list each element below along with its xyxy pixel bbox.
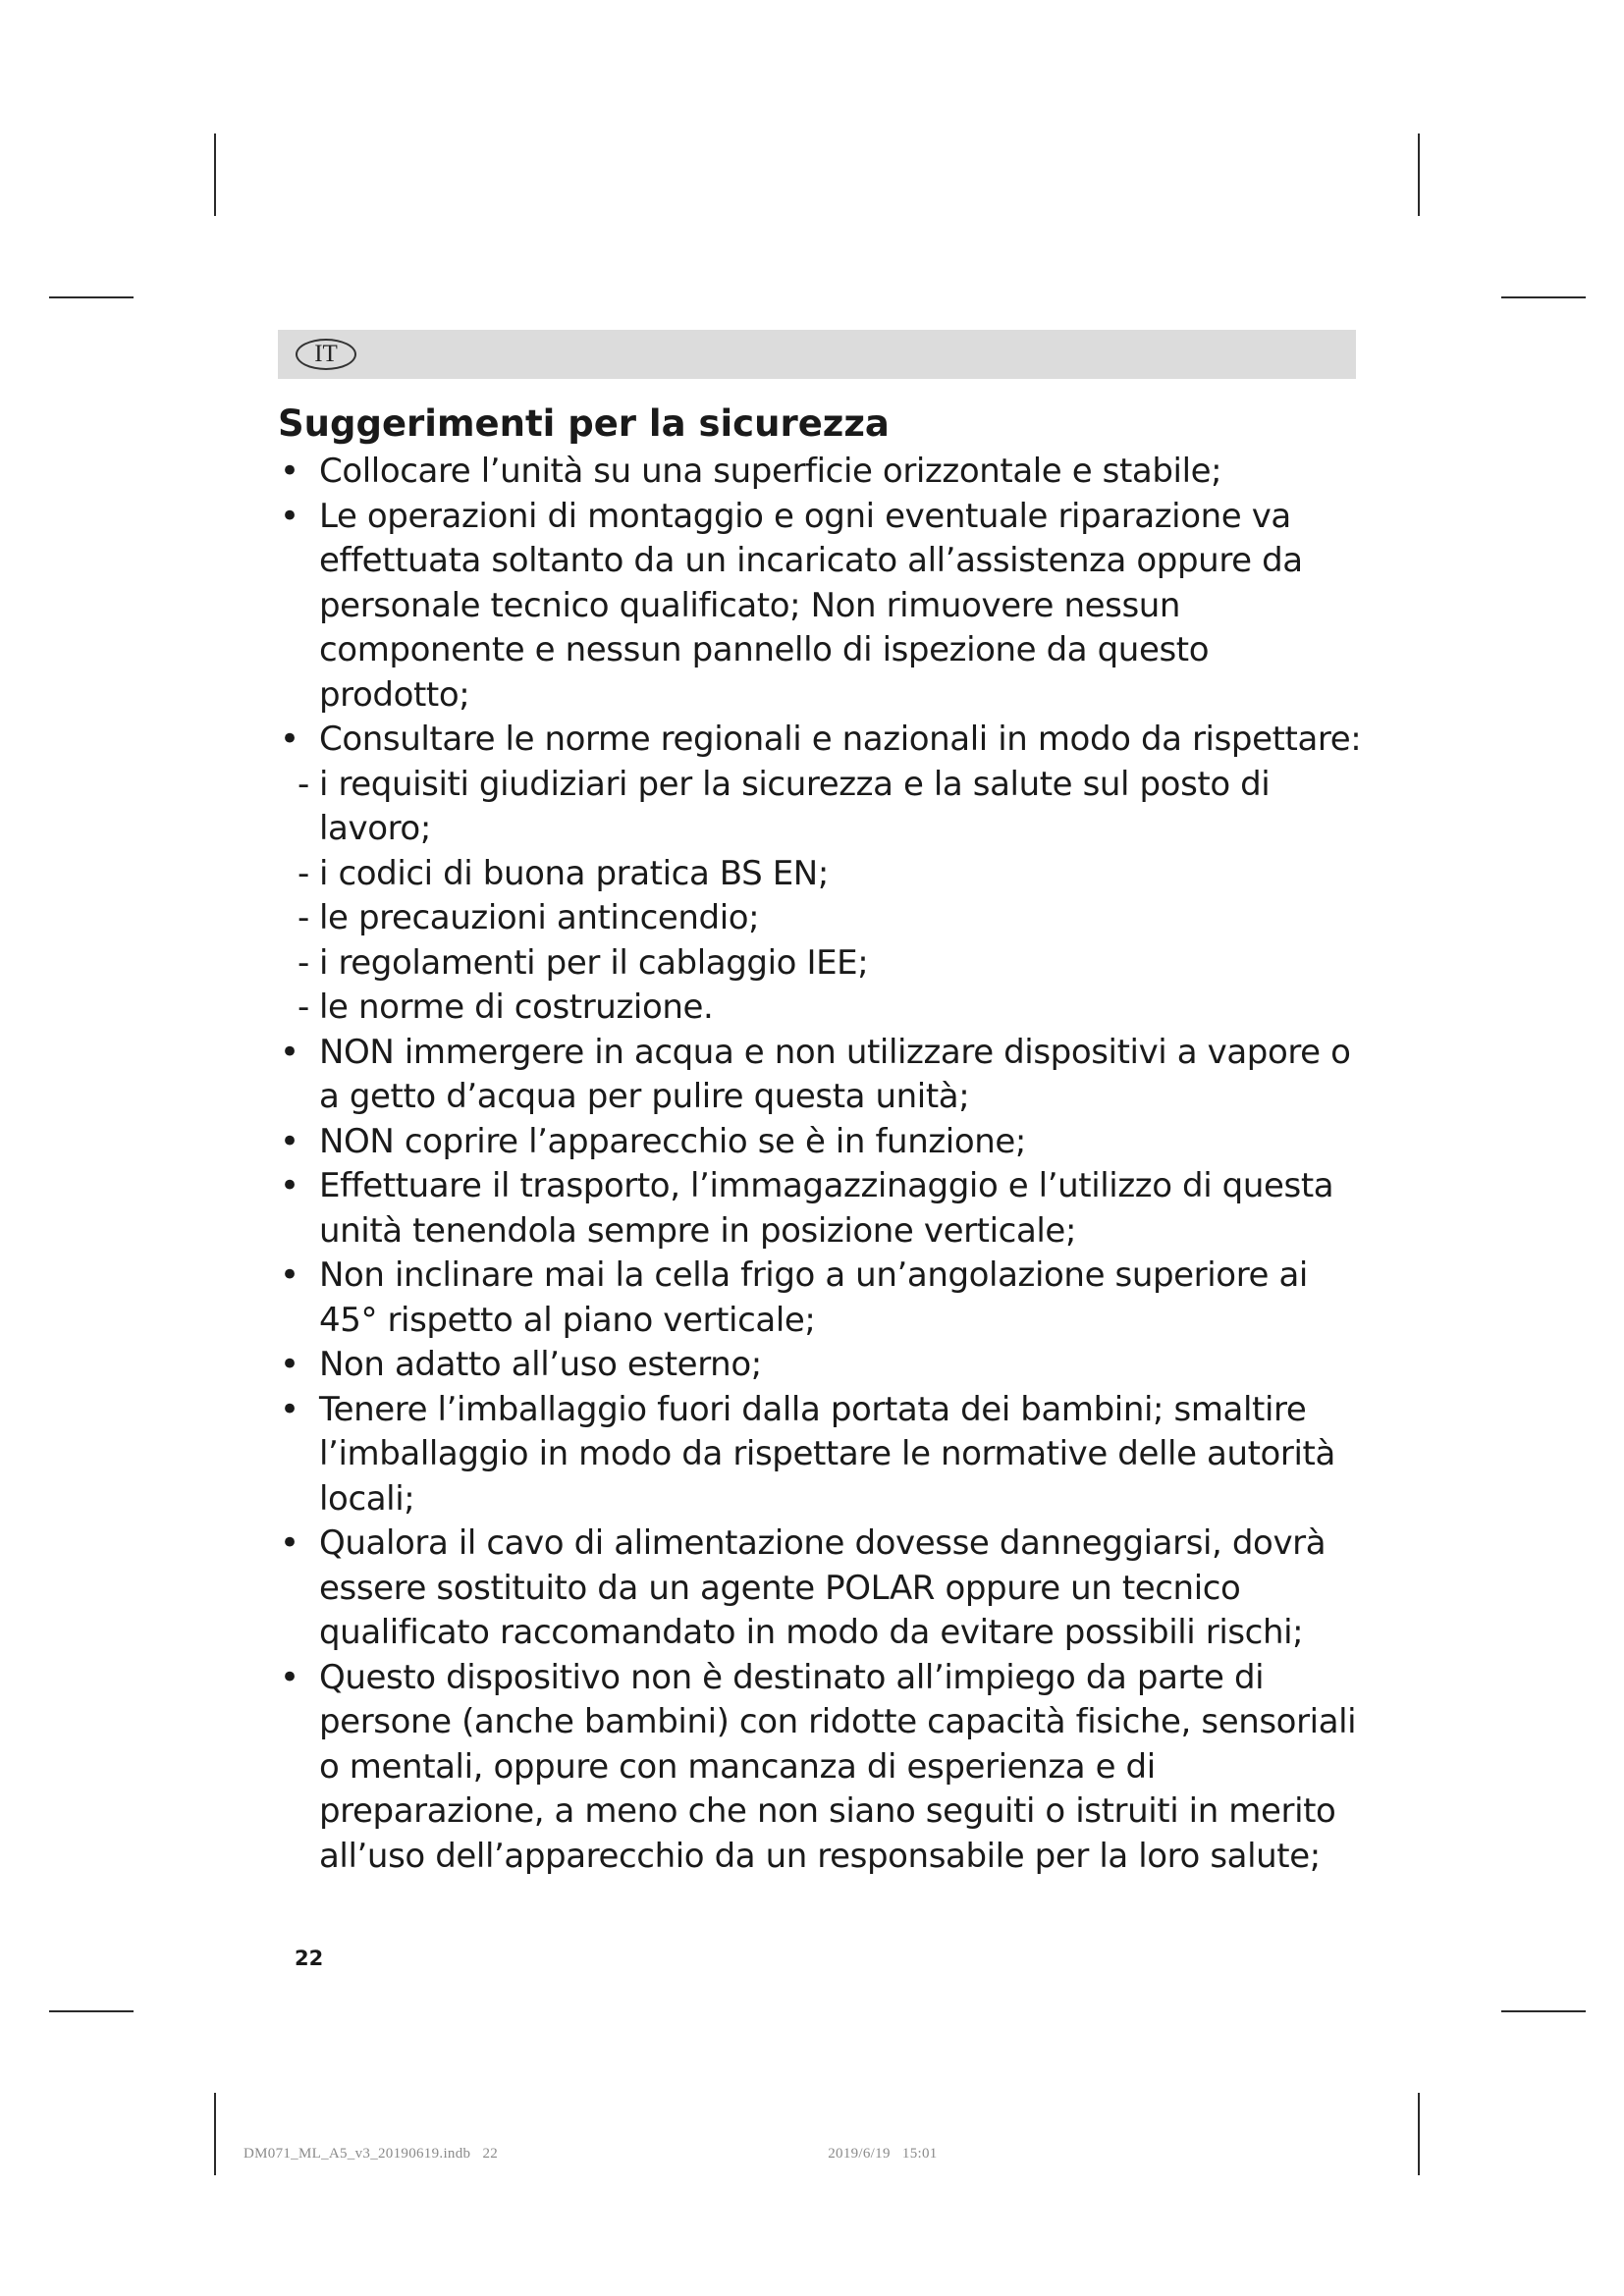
- bullet-icon: •: [280, 1032, 299, 1072]
- list-item: [278, 1343, 1368, 1388]
- dash-icon: -: [298, 853, 309, 893]
- list-item-text: Qualora il cavo di alimentazione dovesse danneggiarsi, dovrà essere sostituito da un agente POLAR oppure un tecnico qualificato raccomandato in modo da evitare possibili rischi;: [319, 1523, 1326, 1652]
- list-item-text: Effettuare il trasporto, l’immagazzinaggio e l’utilizzo di questa unità tenendola sempre in posizione verticale;: [319, 1166, 1334, 1251]
- bullet-icon: •: [280, 1389, 299, 1429]
- crop-mark-left-lower: [49, 2010, 134, 2012]
- list-item: [278, 1254, 1368, 1343]
- sub-list-item-text: le norme di costruzione.: [319, 988, 714, 1027]
- section-title: Suggerimenti per la sicurezza: [278, 402, 890, 445]
- crop-mark-top-right: [1418, 133, 1420, 216]
- dash-icon: -: [298, 988, 309, 1027]
- list-item: [278, 1120, 1368, 1165]
- list-item-text: NON coprire l’apparecchio se è in funzione;: [319, 1121, 1026, 1161]
- sub-list-item: [278, 941, 1368, 987]
- dash-icon: -: [298, 898, 309, 937]
- list-item: [278, 1522, 1368, 1656]
- list-item-text: Non adatto all’uso esterno;: [319, 1345, 762, 1384]
- list-item-text: Collocare l’unità su una superficie orizzontale e stabile;: [319, 452, 1222, 491]
- list-item: [278, 1656, 1368, 1880]
- sub-list-item-text: i codici di buona pratica BS EN;: [319, 853, 829, 893]
- bullet-icon: •: [280, 1255, 299, 1295]
- dash-icon: -: [298, 764, 309, 804]
- sub-list-item: [278, 763, 1368, 852]
- bullet-icon: •: [280, 1657, 299, 1697]
- sub-list-item-text: i requisiti giudiziari per la sicurezza e la salute sul posto di lavoro;: [319, 764, 1271, 848]
- list-item-text: NON immergere in acqua e non utilizzare dispositivi a vapore o a getto d’acqua per pulire questa unità;: [319, 1032, 1351, 1116]
- crop-mark-bottom-left: [214, 2093, 216, 2175]
- crop-mark-right-lower: [1501, 2010, 1586, 2012]
- sub-list-item: [278, 896, 1368, 941]
- list-item-text: Non inclinare mai la cella frigo a un’angolazione superiore ai 45° rispetto al piano verticale;: [319, 1255, 1308, 1340]
- list-item: [278, 450, 1368, 495]
- list-item: [278, 495, 1368, 719]
- language-header-bar: [278, 330, 1356, 379]
- page-number: 22: [295, 1947, 324, 1970]
- crop-mark-left-upper: [49, 296, 134, 298]
- list-item-text: Tenere l’imballaggio fuori dalla portata dei bambini; smaltire l’imballaggio in modo da rispettare le normative delle autorità locali;: [319, 1389, 1335, 1519]
- dash-icon: -: [298, 942, 309, 983]
- sub-list-item: [278, 852, 1368, 897]
- bullet-icon: •: [280, 720, 299, 759]
- bullet-icon: •: [280, 496, 299, 536]
- bullet-icon: •: [280, 1166, 299, 1205]
- list-item: [278, 1164, 1368, 1254]
- sub-list-item: [278, 986, 1368, 1031]
- sub-list-item-text: i regolamenti per il cablaggio IEE;: [319, 942, 869, 983]
- list-item-text: Questo dispositivo non è destinato all’impiego da parte di persone (anche bambini) con ridotte capacità fisiche, sensoriali o mentali, oppure con mancanza di esperienza e di preparazione, a meno che non siano seguiti o istruiti in merito all’uso dell’apparecchio da un responsabile per la loro salute;: [319, 1657, 1357, 1876]
- crop-mark-bottom-right: [1418, 2093, 1420, 2175]
- bullet-icon: •: [280, 452, 299, 491]
- list-item: [278, 1031, 1368, 1120]
- bullet-icon: •: [280, 1121, 299, 1161]
- print-slug: DM071_ML_A5_v3_20190619.indb 22 2019/6/19 15:01: [244, 2146, 938, 2162]
- sub-list-item-text: le precauzioni antincendio;: [319, 898, 760, 937]
- crop-mark-right-upper: [1501, 296, 1586, 298]
- list-item-text: Consultare le norme regionali e nazionali in modo da rispettare:: [319, 720, 1362, 759]
- crop-mark-top-left: [214, 133, 216, 216]
- bullet-icon: •: [280, 1523, 299, 1563]
- safety-list: [278, 450, 1368, 1879]
- list-item: [278, 1388, 1368, 1522]
- list-item-text: Le operazioni di montaggio e ogni eventuale riparazione va effettuata soltanto da un incaricato all’assistenza oppure da personale tecnico qualificato; Non rimuovere nessun componente e nessun pannello di ispezione da questo prodotto;: [319, 496, 1303, 715]
- list-item: [278, 718, 1368, 763]
- language-badge: IT: [296, 339, 356, 370]
- bullet-icon: •: [280, 1345, 299, 1384]
